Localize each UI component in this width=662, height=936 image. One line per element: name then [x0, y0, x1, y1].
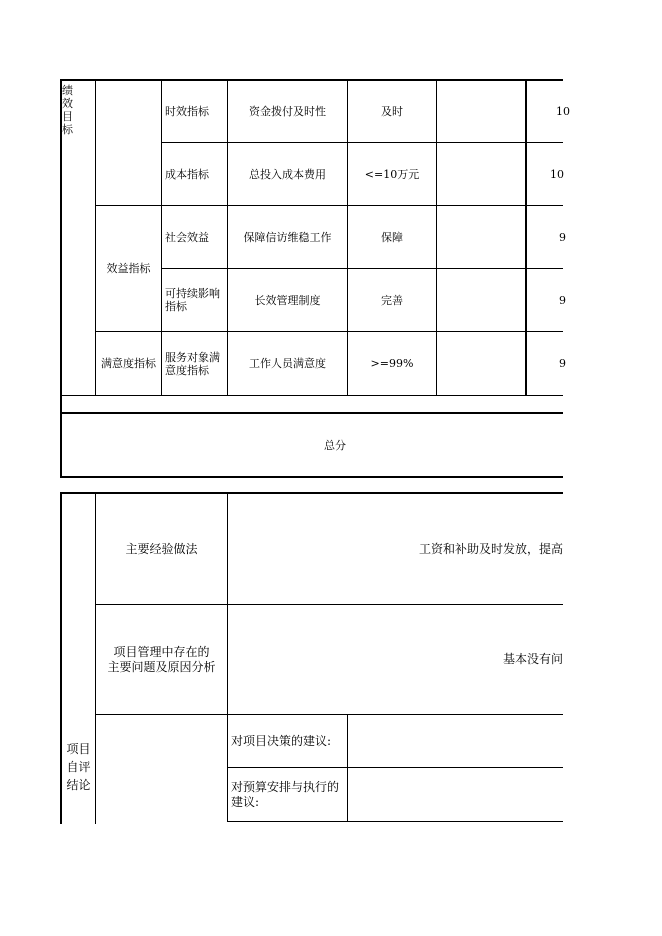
actual-cell: [437, 206, 525, 268]
indicator-cell: 保障信访维稳工作: [243, 230, 332, 244]
target-cell: 保障: [381, 230, 403, 244]
level3-cell: 服务对象满意度指标: [165, 350, 220, 377]
score-cell: 9: [559, 293, 566, 307]
target-cell: >=99%: [370, 357, 414, 370]
actual-cell: [437, 143, 525, 205]
score-cell: 10: [556, 104, 570, 118]
actual-cell: [437, 269, 525, 331]
target-cell: 及时: [381, 104, 403, 118]
indicator-cell: 资金拨付及时性: [249, 104, 326, 118]
problems-label: 项目管理中存在的 主要问题及原因分析: [107, 644, 216, 674]
indicator-cell: 工作人员满意度: [249, 357, 326, 370]
indicator-cell: 总投入成本费用: [249, 167, 326, 181]
budget-suggestion-label: 对预算安排与执行的建议:: [231, 779, 340, 809]
score-cell: 9: [559, 230, 566, 244]
score-cell: 9: [559, 357, 566, 370]
actual-cell: [437, 80, 525, 142]
score-cell: 10: [550, 167, 564, 181]
decision-suggestion-label: 对项目决策的建议:: [231, 733, 332, 748]
indicator-cell: 长效管理制度: [254, 293, 321, 307]
budget-suggestion-value: [348, 768, 563, 821]
main-experience-text: 工资和补助及时发放，提高: [418, 541, 563, 556]
level2-cell-satisfaction: 满意度指标: [101, 357, 156, 370]
main-experience-label: 主要经验做法: [125, 541, 198, 556]
level3-cell: 社会效益: [165, 230, 209, 244]
actual-cell: [437, 332, 525, 395]
section-label-conclusion: 项目 自评 结论: [66, 742, 91, 792]
target-cell: <=10万元: [364, 167, 420, 181]
total-score-label: 总分: [324, 438, 346, 452]
level2-cell-benefit: 效益指标: [106, 262, 151, 275]
level3-cell: 成本指标: [165, 167, 209, 181]
target-cell: 完善: [381, 293, 403, 307]
decision-suggestion-value: [348, 715, 563, 767]
section-label-performance: 绩 效 目 标: [62, 84, 73, 136]
level3-cell: 可持续影响指标: [165, 287, 220, 313]
problems-text: 基本没有问: [502, 652, 563, 666]
level3-cell: 时效指标: [165, 104, 209, 118]
